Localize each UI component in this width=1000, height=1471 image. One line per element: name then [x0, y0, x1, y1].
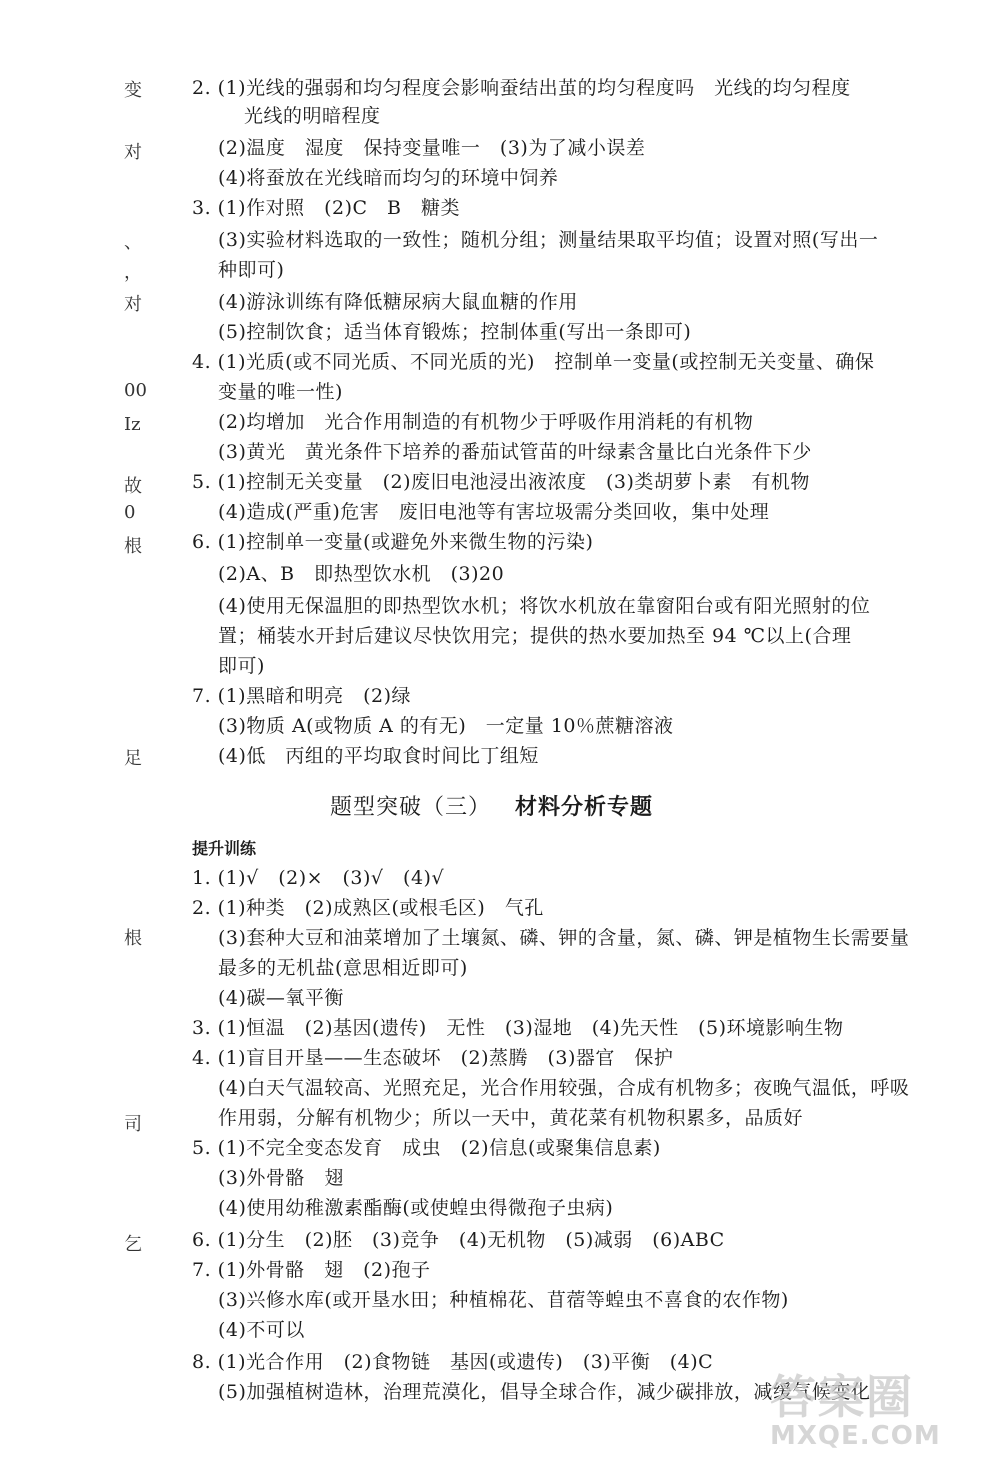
answer-line: (5)控制饮食；适当体育锻炼；控制体重(写出一条即可): [218, 321, 692, 343]
answer-line: 7. (1)黑暗和明亮 (2)绿: [192, 685, 411, 707]
margin-fragment: 0: [124, 502, 136, 523]
answer-line: (4)不可以: [218, 1319, 305, 1341]
margin-fragment: 、: [124, 232, 142, 253]
answer-line: 6. (1)分生 (2)胚 (3)竞争 (4)无机物 (5)减弱 (6)ABC: [192, 1229, 725, 1251]
answer-line: 3. (1)作对照 (2)C B 糖类: [192, 197, 460, 219]
answer-line: (4)白天气温较高、光照充足，光合作用较强，合成有机物多；夜晚气温低，呼吸: [218, 1077, 910, 1099]
answer-line: 4. (1)光质(或不同光质、不同光质的光) 控制单一变量(或控制无关变量、确保: [192, 351, 875, 373]
margin-fragment: 足: [124, 748, 142, 769]
answer-line: (2)A、B 即热型饮水机 (3)20: [218, 563, 505, 585]
answer-line: 即可): [218, 655, 265, 677]
answer-line: (5)加强植树造林，治理荒漠化，倡导全球合作，减少碳排放，减缓气候变化: [218, 1381, 871, 1403]
margin-fragment: 变: [124, 80, 142, 101]
answer-line: (3)外骨骼 翅: [218, 1167, 344, 1189]
watermark-logo: [770, 1361, 970, 1451]
margin-fragment: ，: [124, 262, 142, 283]
answer-line: 5. (1)不完全变态发育 成虫 (2)信息(或聚集信息素): [192, 1137, 661, 1159]
margin-fragment: 故: [124, 476, 142, 497]
answer-line: (4)使用幼稚激素酯酶(或使蝗虫得微孢子虫病): [218, 1197, 614, 1219]
answer-line: 1. (1)√ (2)× (3)√ (4)√: [192, 867, 445, 889]
answer-line: (4)低 丙组的平均取食时间比丁组短: [218, 745, 539, 767]
answer-line: 5. (1)控制无关变量 (2)废旧电池浸出液浓度 (3)类胡萝卜素 有机物: [192, 471, 810, 493]
section-title: [330, 790, 653, 821]
margin-fragment: Iz: [124, 414, 141, 435]
answer-line: 7. (1)外骨骼 翅 (2)孢子: [192, 1259, 431, 1281]
margin-fragment: 司: [124, 1114, 142, 1135]
answer-line: (3)黄光 黄光条件下培养的番茄试管苗的叶绿素含量比白光条件下少: [218, 441, 812, 463]
answer-line: (4)游泳训练有降低糖尿病大鼠血糖的作用: [218, 291, 578, 313]
answer-line: 变量的唯一性): [218, 381, 343, 403]
sub-heading: 提升训练: [192, 839, 257, 858]
answer-line: (2)均增加 光合作用制造的有机物少于呼吸作用消耗的有机物: [218, 411, 754, 433]
margin-fragment: 对: [124, 294, 142, 315]
watermark-url: MXQE.COM: [770, 1421, 941, 1451]
answer-line: 3. (1)恒温 (2)基因(遗传) 无性 (3)湿地 (4)先天性 (5)环境影响生物: [192, 1017, 844, 1039]
answer-line: 光线的明暗程度: [244, 105, 381, 127]
answer-line: (4)将蚕放在光线暗而均匀的环境中饲养: [218, 167, 559, 189]
answer-line: 8. (1)光合作用 (2)食物链 基因(或遗传) (3)平衡 (4)C: [192, 1351, 714, 1373]
answer-line: (4)使用无保温胆的即热型饮水机；将饮水机放在靠窗阳台或有阳光照射的位: [218, 595, 871, 617]
section-title-part1: 题型突破（三）: [330, 795, 492, 820]
answer-line: (4)造成(严重)危害 废旧电池等有害垃圾需分类回收，集中处理: [218, 501, 770, 523]
answer-line: 最多的无机盐(意思相近即可): [218, 957, 468, 979]
answer-line: 4. (1)盲目开垦——生态破坏 (2)蒸腾 (3)器官 保护: [192, 1047, 674, 1069]
answer-line: 置；桶装水开封后建议尽快饮用完；提供的热水要加热至 94 ℃以上(合理: [218, 625, 852, 647]
answer-line: (2)温度 湿度 保持变量唯一 (3)为了减小误差: [218, 137, 646, 159]
margin-fragment: 乞: [124, 1234, 142, 1255]
margin-fragment: 对: [124, 142, 142, 163]
section-title-part2: 材料分析专题: [515, 795, 654, 820]
margin-fragment: 00: [124, 380, 147, 401]
watermark-logo-text: 答案圈: [770, 1370, 914, 1424]
answer-line: (4)碳—氧平衡: [218, 987, 344, 1009]
answer-line: 作用弱，分解有机物少；所以一天中，黄花菜有机物积累多，品质好: [218, 1107, 804, 1129]
margin-fragment: 根: [124, 536, 142, 557]
answer-line: 2. (1)种类 (2)成熟区(或根毛区) 气孔: [192, 897, 544, 919]
answer-line: (3)兴修水库(或开垦水田；种植棉花、苜蓿等蝗虫不喜食的农作物): [218, 1289, 789, 1311]
margin-fragment: 根: [124, 928, 142, 949]
answer-line: (3)套种大豆和油菜增加了土壤氮、磷、钾的含量，氮、磷、钾是植物生长需要量: [218, 927, 910, 949]
answer-line: (3)实验材料选取的一致性；随机分组；测量结果取平均值；设置对照(写出一: [218, 229, 879, 251]
answer-line: 种即可): [218, 259, 285, 281]
answer-line: 6. (1)控制单一变量(或避免外来微生物的污染): [192, 531, 594, 553]
answer-line: 2. (1)光线的强弱和均匀程度会影响蚕结出茧的均匀程度吗 光线的均匀程度: [192, 77, 851, 99]
answer-line: (3)物质 A(或物质 A 的有无) 一定量 10％蔗糖溶液: [218, 715, 674, 737]
